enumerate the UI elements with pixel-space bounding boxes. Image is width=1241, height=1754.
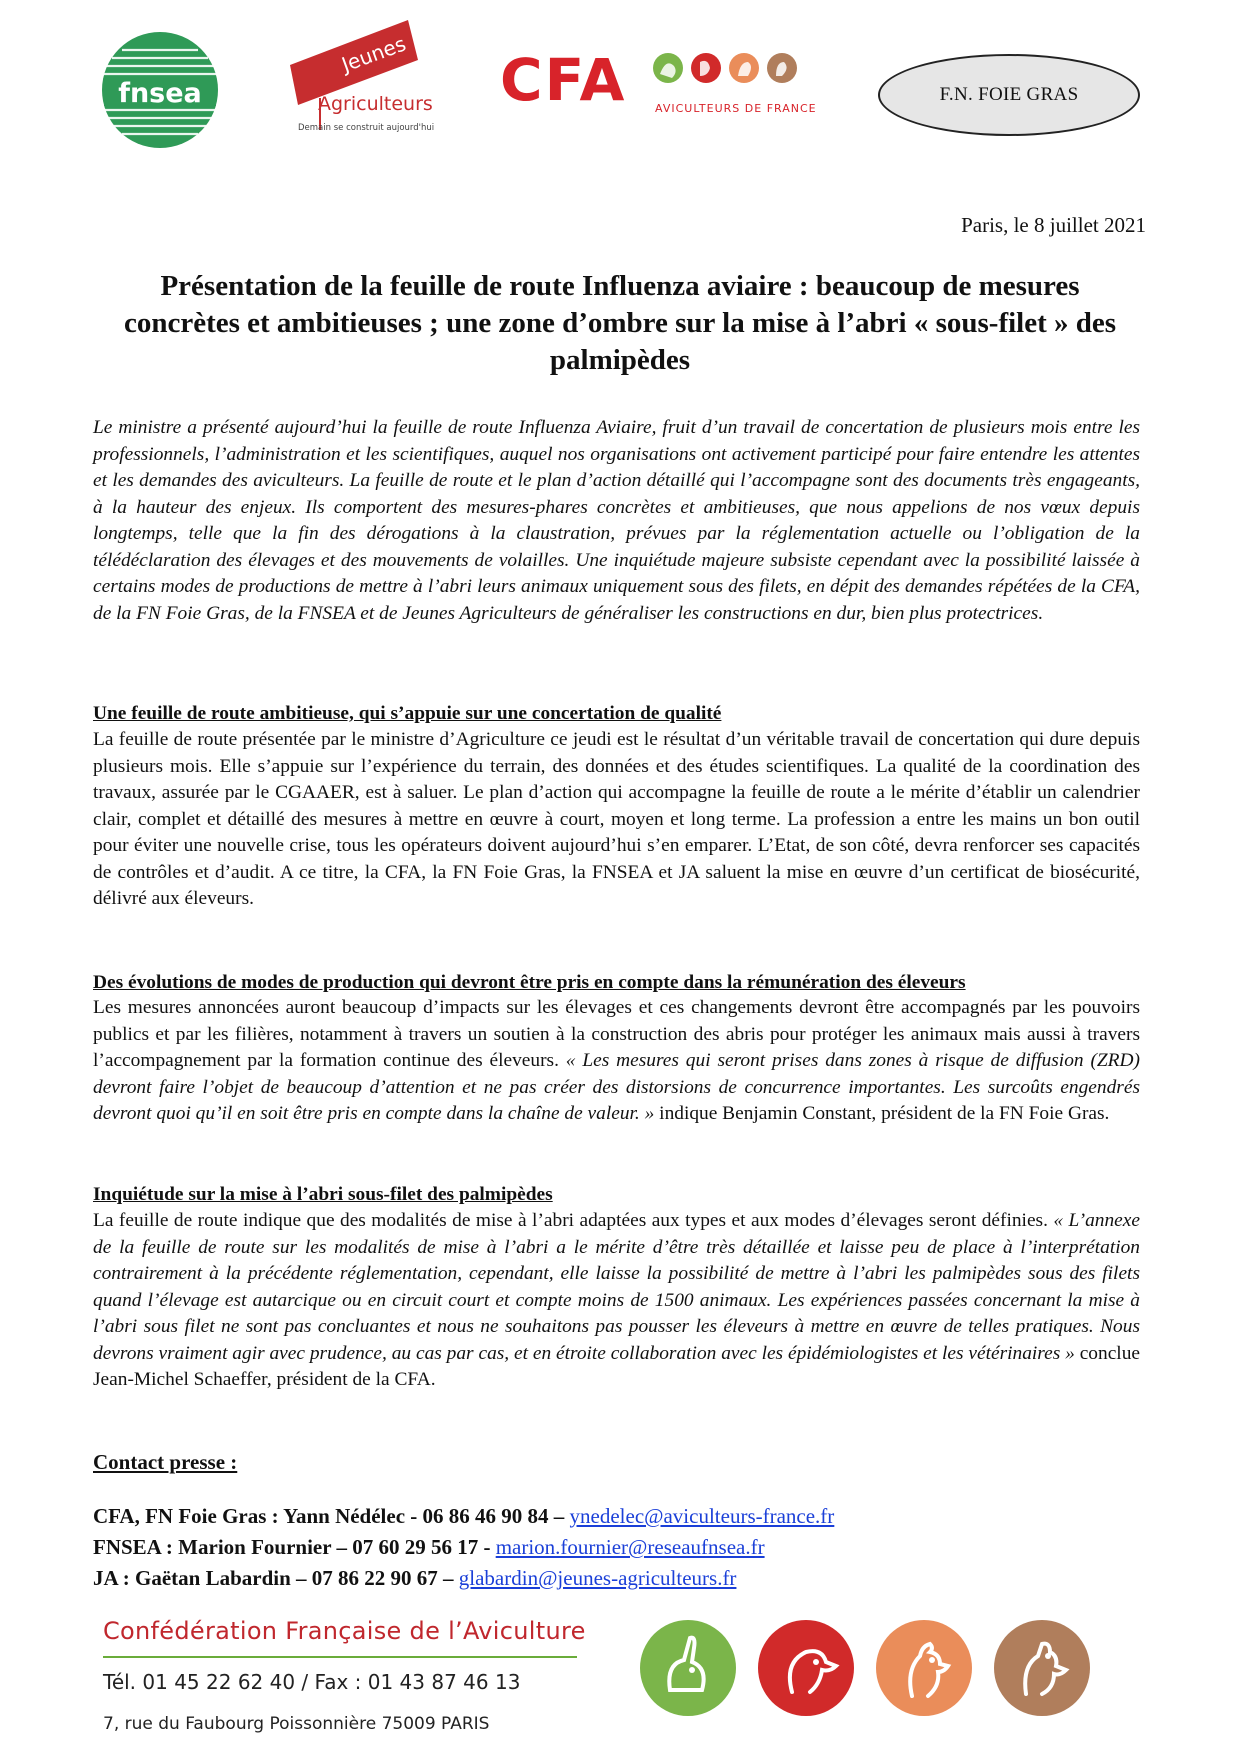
section-text-net-sheltering <box>93 1208 1140 1394</box>
fn-foie-gras-badge <box>878 54 1140 136</box>
section-attribution-net-sheltering: conclue Jean-Michel Schaeffer, président de la CFA. <box>93 1342 1140 1390</box>
section-text-production-plain: Les mesures annoncées auront beaucoup d’impacts sur les élevages et ces changements devront être accompagnés par les pouvoirs publics et par les filières, notamment à travers un soutien à la construction des abris pour protéger les animaux mais aussi à travers l’accompagnement par la formation continue des éleveurs. <box>93 997 1140 1071</box>
contact-ja-label: JA : Gaëtan Labardin – 07 86 22 90 67 – <box>93 1566 459 1590</box>
ja-logo-line2: Agriculteurs <box>318 93 433 115</box>
cfa-logo <box>500 50 860 130</box>
section-text-net-sheltering-plain: La feuille de route indique que des modalités de mise à l’abri adaptées aux types et aux modes d’élevages seront définies. <box>93 1210 1054 1231</box>
contact-cfa-email-link[interactable]: ynedelec@aviculteurs-france.fr <box>569 1504 835 1528</box>
duck-icon <box>758 1620 854 1716</box>
footer-organisation-name: Confédération Française de l’Aviculture <box>103 1617 586 1645</box>
section-heading-net-sheltering: Inquiétude sur la mise à l’abri sous-filet des palmipèdes <box>93 1184 553 1205</box>
section-attribution-production: indique Benjamin Constant, président de la FN Foie Gras. <box>654 1103 1110 1124</box>
contact-fnsea-label: FNSEA : Marion Fournier – 07 60 29 56 17 - <box>93 1535 496 1559</box>
footer-address: 7, rue du Faubourg Poissonnière 75009 PARIS <box>103 1714 490 1734</box>
contact-ja <box>93 1566 736 1591</box>
section-quote-net-sheltering: « L’annexe de la feuille de route sur les modalités de mise à l’abri a le mérite d’être très détaillée et laisse peu de place à l’interprétation contrairement à la précédente réglementation, cependant, elle laisse la possibilité de mettre à l’abri les palmipèdes sous des filets quand l’élevage est autarcique ou en circuit court et compte moins de 1500 animaux. Les expériences passées concernant la mise à l’abri sous filet ne sont pas concluantes et nous ne souhaitons pas pousser les éleveurs à mettre en œuvre de telles pratiques. Nous devrons vraiment agir avec prudence, au cas par cas, et en étroite collaboration avec les épidémiologistes et les vétérinaires » <box>93 1210 1140 1364</box>
section-heading-production: Des évolutions de modes de production qui devront être pris en compte dans la rémunération des éleveurs <box>93 972 966 993</box>
contact-ja-email-link[interactable]: glabardin@jeunes-agriculteurs.fr <box>458 1566 737 1590</box>
fnsea-logo-text: fnsea <box>118 78 202 109</box>
contact-cfa-label: CFA, FN Foie Gras : Yann Nédélec - 06 86 46 90 84 – <box>93 1504 570 1528</box>
turkey-icon <box>994 1620 1090 1716</box>
contact-fnsea <box>93 1535 765 1560</box>
ja-logo-tagline: Demain se construit aujourd'hui <box>298 123 435 133</box>
section-text-production <box>93 995 1140 1128</box>
cfa-logo-tagline: AVICULTEURS DE FRANCE <box>655 102 817 115</box>
rabbit-icon <box>640 1620 736 1716</box>
intro-paragraph: Le ministre a présenté aujourd’hui la feuille de route Influenza Aviaire, fruit d’un travail de concertation de plusieurs mois entre les professionnels, l’administration et les scientifiques, auquel nos organisations ont activement participé pour faire entendre les attentes et les demandes des aviculteurs. La feuille de route et le plan d’action détaillé qui l’accompagne sont des documents très engageants, à la hauteur des enjeux. Ils comportent des mesures-phares concrètes et ambitieuses, que nous appelions de nos vœux depuis longtemps, telle que la fin des dérogations à la claustration, prévues par la réglementation actuelle ou l’obligation de la télédéclaration des élevages et des mouvements de volailles. Une inquiétude majeure subsiste cependant avec la possibilité laissée à certains modes de productions de mettre à l’abri leurs animaux uniquement sous des filets, en dépit des demandes répétées de la CFA, de la FN Foie Gras, de la FNSEA et de Jeunes Agriculteurs de généraliser les constructions en dur, bien plus protectrices. <box>93 417 1140 624</box>
fnsea-logo <box>100 30 220 150</box>
footer-phone-fax: Tél. 01 45 22 62 40 / Fax : 01 43 87 46 13 <box>103 1670 521 1694</box>
contact-title: Contact presse : <box>93 1450 238 1474</box>
section-heading-roadmap: Une feuille de route ambitieuse, qui s’appuie sur une concertation de qualité <box>93 703 722 724</box>
jeunes-agriculteurs-logo <box>290 20 455 145</box>
press-release-date: Paris, le 8 juillet 2021 <box>961 213 1146 237</box>
chicken-icon <box>876 1620 972 1716</box>
section-text-roadmap: La feuille de route présentée par le ministre d’Agriculture ce jeudi est le résultat d’un véritable travail de concertation qui dure depuis plusieurs mois. Elle s’appuie sur l’expérience du terrain, des données et des études scientifiques. La qualité de la coordination des travaux, assurée par le CGAAER, est à saluer. Le plan d’action qui accompagne la feuille de route a le mérite d’établir un calendrier clair, complet et détaillé des mesures à mettre en œuvre à court, moyen et long terme. La profession a entre les mains un bon outil pour éviter une nouvelle crise, tous les opérateurs doivent aujourd’hui s’en emparer. L’Etat, de son côté, devra renforcer ses capacités de contrôles et d’audit. A ce titre, la CFA, la FN Foie Gras, la FNSEA et JA saluent la mise en œuvre d’un certificat de biosécurité, délivré aux éleveurs. <box>93 729 1140 909</box>
press-release-title: Présentation de la feuille de route Influenza aviaire : beaucoup de mesures concrètes et ambitieuses ; une zone d’ombre sur la mise à l’abri « sous-filet » des palmipèdes <box>123 270 1117 376</box>
section-quote-production: « Les mesures qui seront prises dans zones à risque de diffusion (ZRD) devront faire l’objet de beaucoup d’attention et ne pas créer des distorsions de concurrence importantes. Les surcoûts engendrés devront quoi qu’il en soit être pris en compte dans la chaîne de valeur. » <box>93 1050 1140 1124</box>
contact-cfa <box>93 1504 834 1529</box>
footer-divider <box>103 1656 577 1658</box>
ja-logo-line1: Jeunes <box>338 31 409 77</box>
cfa-logo-letters: CFA <box>500 50 627 114</box>
contact-fnsea-email-link[interactable]: marion.fournier@reseaufnsea.fr <box>495 1535 765 1559</box>
fn-foie-gras-label: F.N. FOIE GRAS <box>939 84 1079 105</box>
